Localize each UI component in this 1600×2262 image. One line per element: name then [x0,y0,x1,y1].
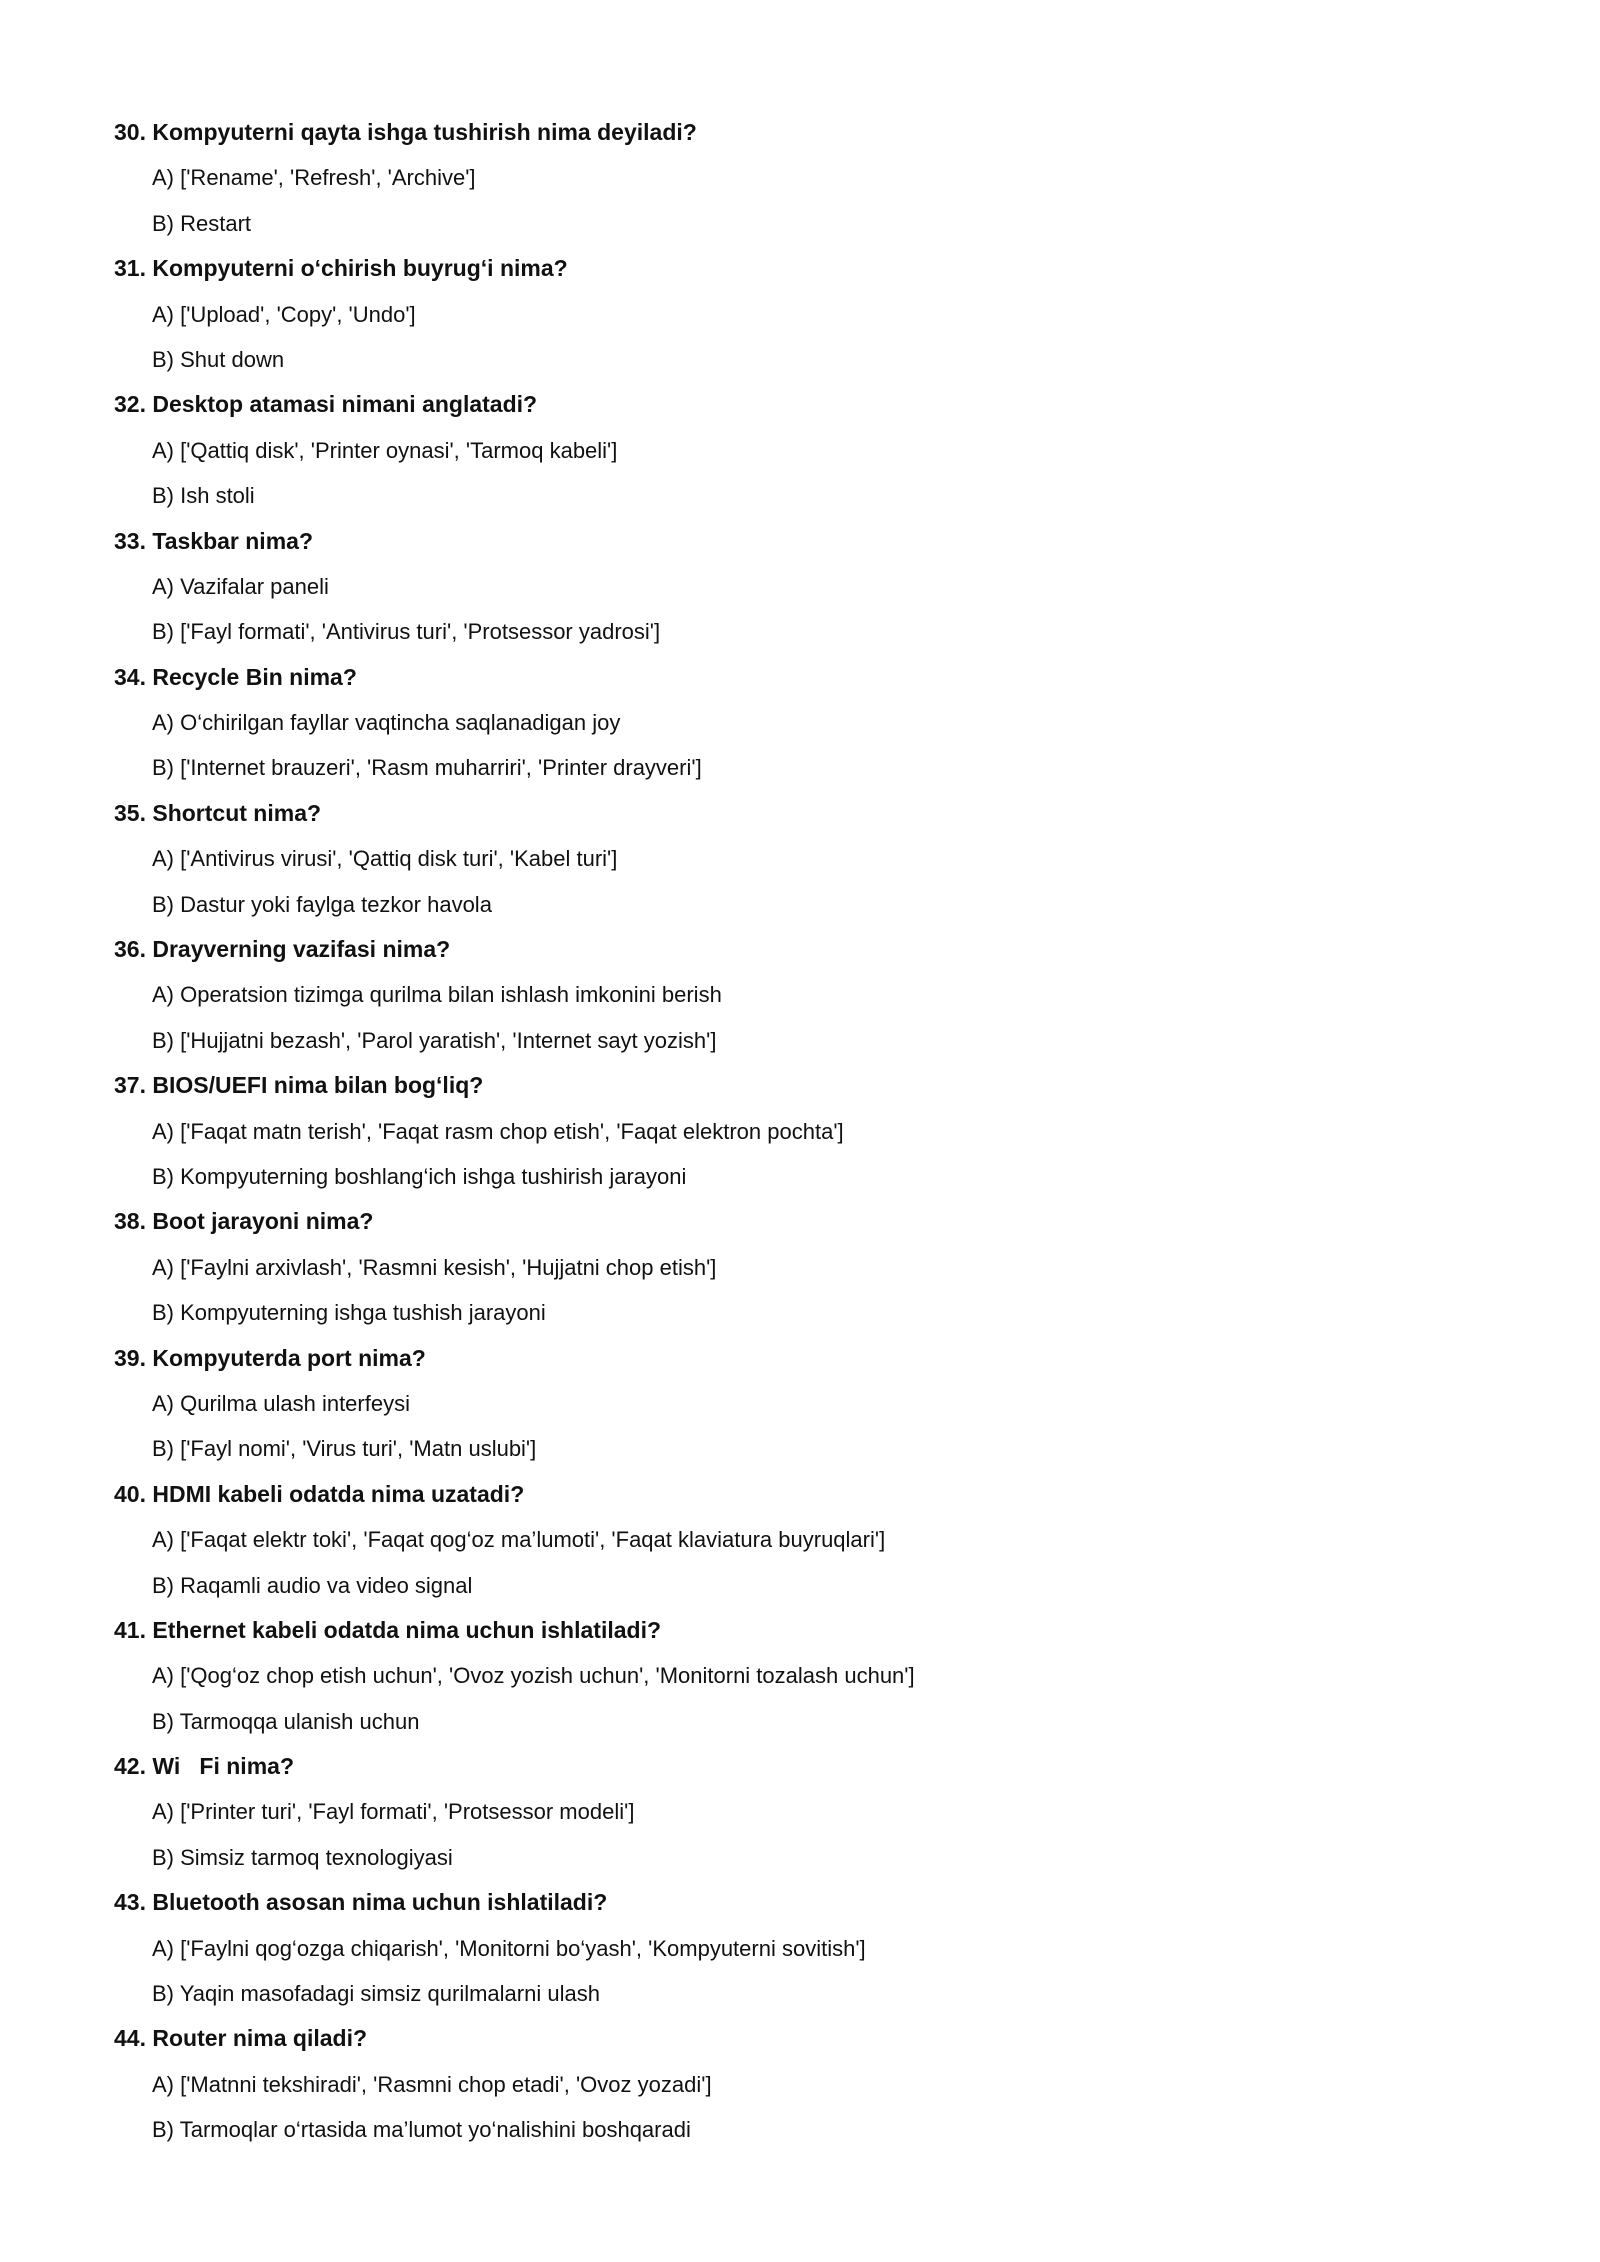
option-a: A) ['Upload', 'Copy', 'Undo'] [152,301,416,327]
question-31 [114,246,1494,382]
option-a: A) ['Qattiq disk', 'Printer oynasi', 'Tarmoq kabeli'] [152,437,618,463]
question-30 [114,110,1494,246]
option-a: A) Operatsion tizimga qurilma bilan ishlash imkonini berish [152,982,722,1008]
option-b: B) Raqamli audio va video signal [152,1572,473,1598]
question-title: 36. Drayverning vazifasi nima? [114,936,451,963]
question-title: 33. Taskbar nima? [114,527,313,554]
question-title: 41. Ethernet kabeli odatda nima uchun ishlatiladi? [114,1616,662,1643]
option-a: A) ['Matnni tekshiradi', 'Rasmni chop etadi', 'Ovoz yozadi'] [152,2071,712,2097]
option-a: A) ['Faylni qog‘ozga chiqarish', 'Monitorni bo‘yash', 'Kompyuterni sovitish'] [152,1935,866,1961]
option-b: B) Dastur yoki faylga tezkor havola [152,891,492,917]
option-a: A) ['Qog‘oz chop etish uchun', 'Ovoz yozish uchun', 'Monitorni tozalash uchun'] [152,1663,915,1689]
option-a: A) Vazifalar paneli [152,573,329,599]
option-b: B) Tarmoqqa ulanish uchun [152,1708,420,1734]
question-title: 38. Boot jarayoni nima? [114,1208,374,1235]
question-title: 42. Wi Fi nima? [114,1753,294,1780]
option-b: B) Shut down [152,346,285,372]
question-title: 44. Router nima qiladi? [114,2025,368,2052]
option-a: A) ['Printer turi', 'Fayl formati', 'Protsessor modeli'] [152,1799,635,1825]
option-b: B) Kompyuterning boshlang‘ich ishga tushirish jarayoni [152,1163,687,1189]
option-b: B) Kompyuterning ishga tushish jarayoni [152,1300,546,1326]
option-b: B) Yaqin masofadagi simsiz qurilmalarni ulash [152,1981,600,2007]
option-b: B) Tarmoqlar o‘rtasida ma’lumot yo‘nalishini boshqaradi [152,2117,691,2143]
question-title: 30. Kompyuterni qayta ishga tushirish nima deyiladi? [114,119,697,145]
question-40 [114,1472,1494,1608]
question-title: 32. Desktop atamasi nimani anglatadi? [114,391,538,418]
question-38 [114,1199,1494,1335]
question-43 [114,1880,1494,2016]
option-b: B) ['Fayl nomi', 'Virus turi', 'Matn uslubi'] [152,1436,537,1462]
question-44 [114,2016,1494,2152]
option-a: A) ['Faqat elektr toki', 'Faqat qog‘oz ma’lumoti', 'Faqat klaviatura buyruqlari'] [152,1527,886,1553]
question-35 [114,791,1494,927]
question-32 [114,382,1494,518]
option-a: A) ['Faqat matn terish', 'Faqat rasm chop etish', 'Faqat elektron pochta'] [152,1118,844,1144]
question-37 [114,1063,1494,1199]
question-title: 40. HDMI kabeli odatda nima uzatadi? [114,1480,525,1507]
question-39 [114,1336,1494,1472]
question-title: 43. Bluetooth asosan nima uchun ishlatiladi? [114,1889,608,1916]
question-title: 39. Kompyuterda port nima? [114,1344,426,1371]
question-41 [114,1608,1494,1744]
question-36 [114,927,1494,1063]
option-b: B) Simsiz tarmoq texnologiyasi [152,1844,453,1870]
question-33 [114,519,1494,655]
option-b: B) ['Internet brauzeri', 'Rasm muharriri', 'Printer drayveri'] [152,755,702,781]
option-a: A) O‘chirilgan fayllar vaqtincha saqlanadigan joy [152,710,621,736]
question-34 [114,655,1494,791]
option-b: B) ['Fayl formati', 'Antivirus turi', 'Protsessor yadrosi'] [152,619,661,645]
option-a: A) ['Rename', 'Refresh', 'Archive'] [152,165,476,191]
option-a: A) ['Antivirus virusi', 'Qattiq disk turi', 'Kabel turi'] [152,846,618,872]
question-title: 34. Recycle Bin nima? [114,663,357,690]
question-title: 35. Shortcut nima? [114,799,322,826]
option-a: A) Qurilma ulash interfeysi [152,1390,410,1416]
option-b: B) Restart [152,210,252,236]
option-b: B) Ish stoli [152,483,255,509]
option-a: A) ['Faylni arxivlash', 'Rasmni kesish', 'Hujjatni chop etish'] [152,1254,717,1280]
question-42 [114,1744,1494,1880]
question-title: 31. Kompyuterni o‘chirish buyrug‘i nima? [114,255,568,282]
question-title: 37. BIOS/UEFI nima bilan bog‘liq? [114,1072,484,1099]
option-b: B) ['Hujjatni bezash', 'Parol yaratish', 'Internet sayt yozish'] [152,1027,717,1053]
question-list [114,110,1494,2153]
